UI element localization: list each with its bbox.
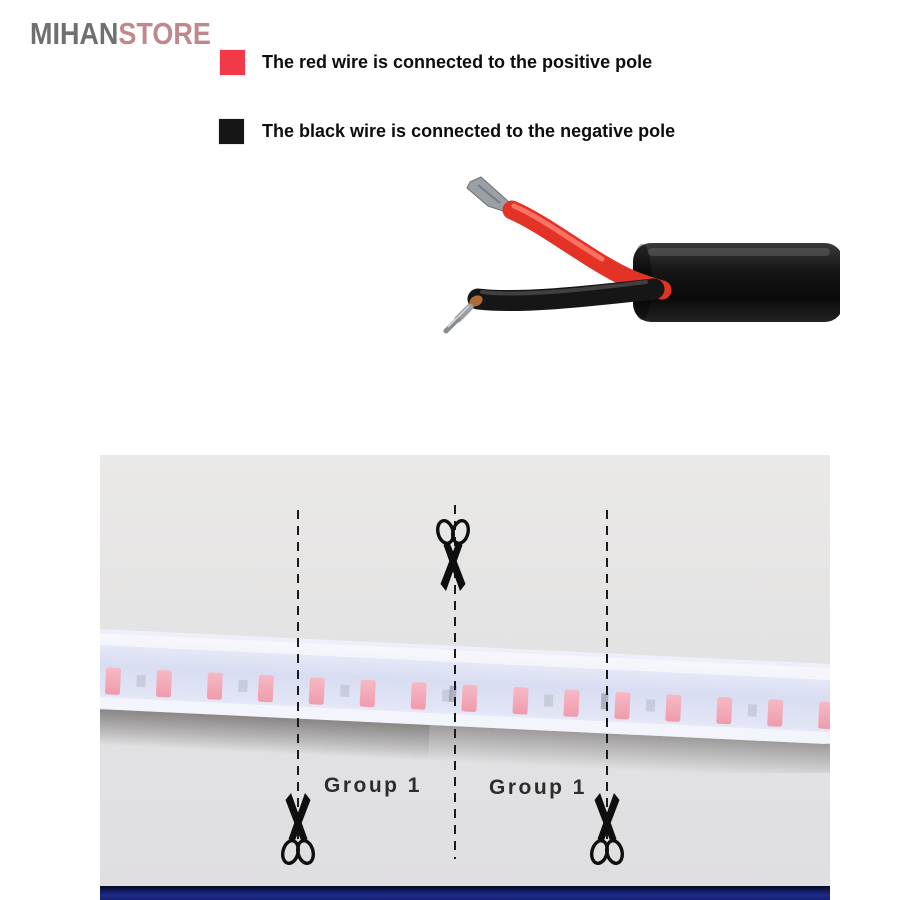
scissors-icon	[278, 789, 318, 865]
cable-highlight	[648, 248, 830, 256]
pin-terminal-tip	[446, 319, 458, 331]
black-swatch	[219, 119, 244, 144]
black-wire-legend-text: The black wire is connected to the negative pole	[262, 121, 676, 141]
group-label: Group 1	[323, 774, 422, 797]
bottom-accent-bar	[100, 886, 830, 900]
cutting-diagram-panel	[100, 455, 830, 900]
scissors-icon	[433, 519, 473, 595]
red-wire-legend-text: The red wire is connected to the positive pole	[262, 52, 653, 72]
red-swatch	[220, 50, 245, 75]
pin-highlight	[448, 306, 469, 327]
pin-terminal	[458, 307, 470, 319]
red-wire-highlight	[514, 206, 602, 259]
store-logo-secondary: STORE	[118, 16, 211, 51]
store-logo	[30, 16, 211, 52]
store-logo-primary: MIHAN	[30, 16, 119, 51]
wire-photo	[420, 165, 840, 340]
group-label: Group 1	[488, 776, 587, 799]
